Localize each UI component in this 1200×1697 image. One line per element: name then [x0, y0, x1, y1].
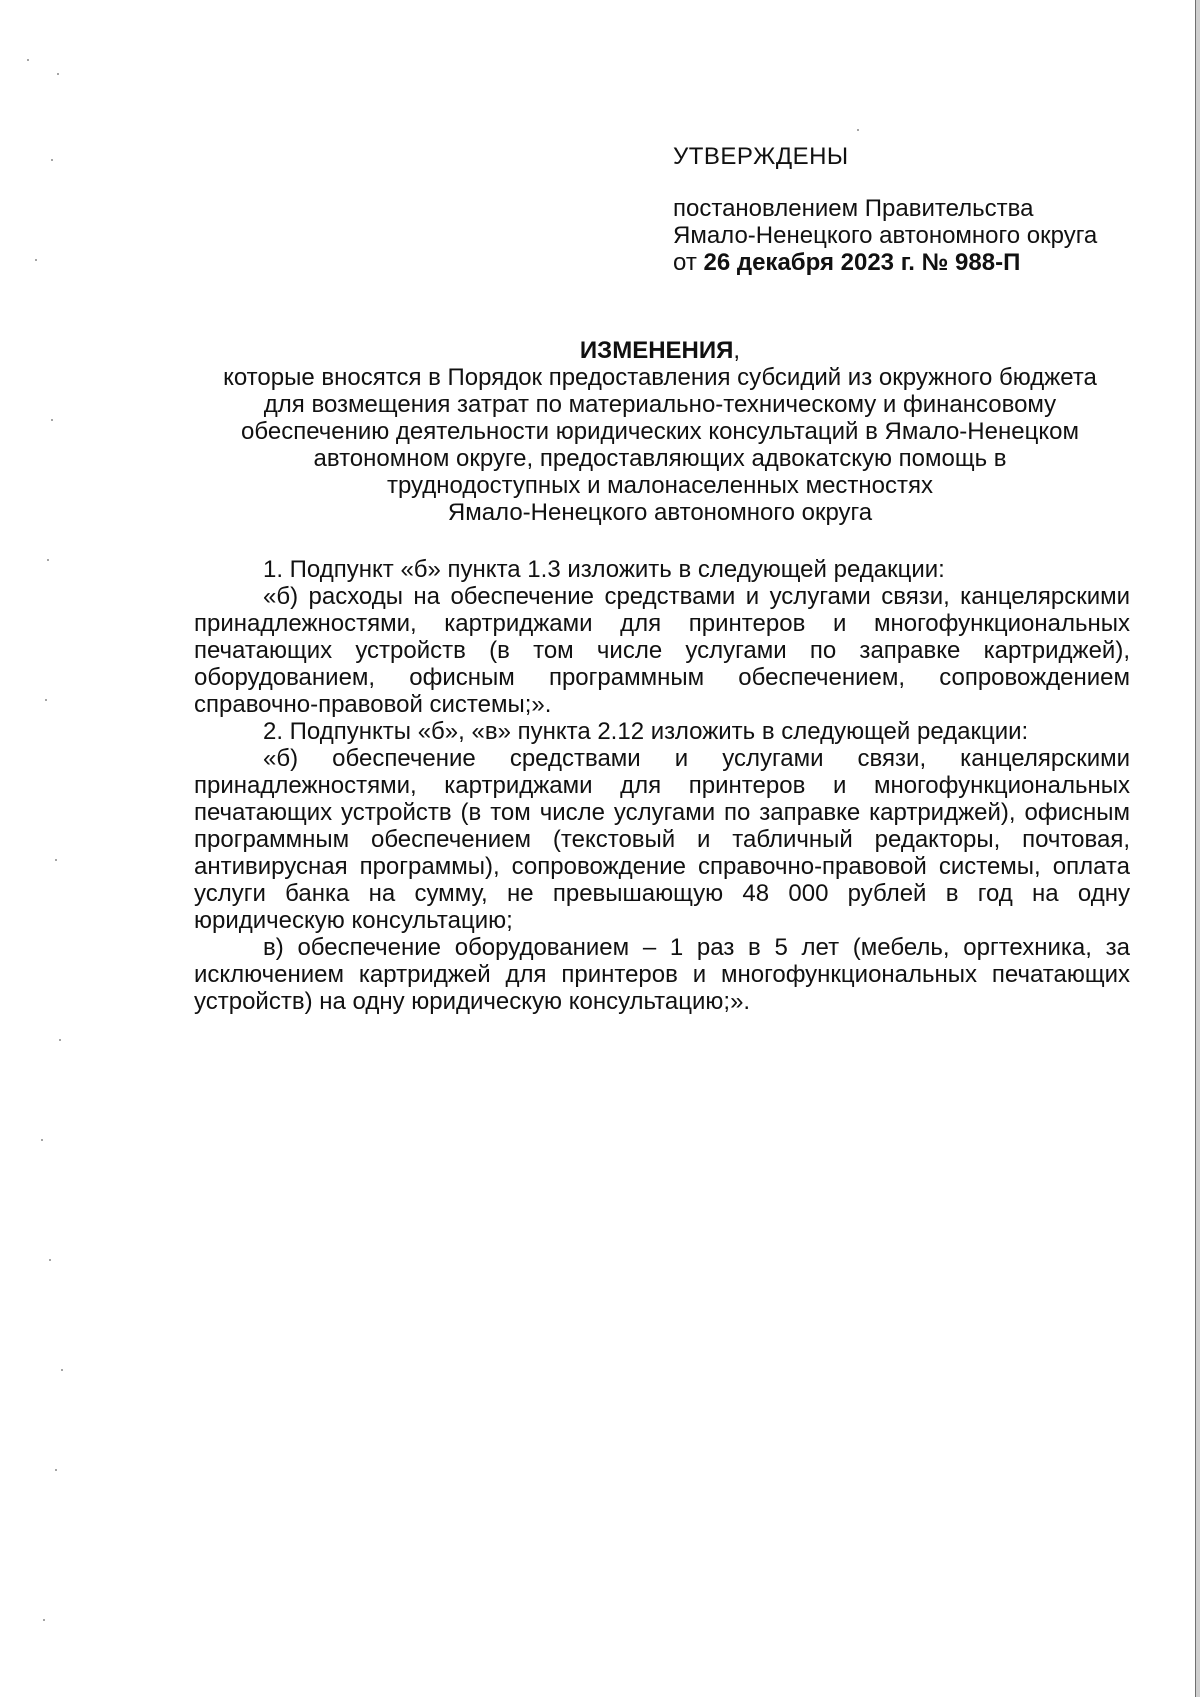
scan-speck	[41, 1139, 43, 1141]
heading-subtitle-line: Ямало-Ненецкого автономного округа	[447, 499, 873, 526]
scan-speck	[55, 1469, 57, 1471]
body-paragraph: 1. Подпункт «б» пункта 1.3 изложить в следующей редакции:	[263, 556, 945, 583]
heading-title: ИЗМЕНЕНИЯ	[579, 337, 734, 364]
body-paragraph: «б) расходы на обеспечение средствами и услугами связи, канцелярскими принадлежностями, картриджами для принтеров и многофункциональных печатающих устройств (в том числе услугами по заправке картриджей), оборудованием, офисным программным обеспечением, сопровождением справочно-правовой системы;».	[194, 583, 1130, 718]
heading-subtitle-line: автономном округе, предоставляющих адвокатскую помощь в	[313, 445, 1007, 472]
scan-speck	[57, 73, 59, 75]
scan-speck	[49, 1259, 51, 1261]
heading-subtitle-line: для возмещения затрат по материально-техническому и финансовому	[263, 391, 1057, 418]
scan-speck	[55, 859, 57, 861]
decree-line-2: Ямало-Ненецкого автономного округа	[673, 222, 1098, 249]
approved-label: УТВЕРЖДЕНЫ	[673, 143, 849, 170]
heading-subtitle-line: обеспечению деятельности юридических консультаций в Ямало-Ненецком	[241, 418, 1079, 445]
approval-block	[673, 143, 1133, 276]
decree-date-line	[673, 249, 1133, 276]
scan-edge	[1195, 0, 1200, 1697]
heading-subtitle-line: труднодоступных и малонаселенных местностях	[386, 472, 934, 499]
scan-speck	[35, 259, 37, 261]
scan-speck	[47, 559, 49, 561]
decree-date-number: 26 декабря 2023 г. № 988-П	[703, 249, 1021, 276]
scan-speck	[51, 419, 53, 421]
document-body	[194, 556, 1130, 1015]
decree-line-1: постановлением Правительства	[673, 195, 1034, 222]
scan-speck	[43, 1619, 45, 1621]
scan-speck	[59, 1039, 61, 1041]
scan-speck	[27, 59, 29, 61]
scan-speck	[857, 129, 859, 131]
heading-subtitle-line: которые вносятся в Порядок предоставления субсидий из окружного бюджета	[223, 364, 1097, 391]
heading-title-punctuation: ,	[733, 337, 741, 364]
decree-date-prefix: от	[673, 249, 697, 276]
body-paragraph: «б) обеспечение средствами и услугами связи, канцелярскими принадлежностями, картриджами для принтеров и многофункциональных печатающих устройств (в том числе услугами по заправке картриджей), офисным программным обеспечением (текстовый и табличный редакторы, почтовая, антивирусная программы), сопровождение справочно-правовой системы, оплата услуги банка на сумму, не превышающую 48 000 рублей в год на одну юридическую консультацию;	[194, 745, 1130, 934]
scan-speck	[61, 1369, 63, 1371]
body-paragraph: в) обеспечение оборудованием – 1 раз в 5 лет (мебель, оргтехника, за исключением картриджей для принтеров и многофункциональных печатающих устройств) на одну юридическую консультацию;».	[194, 934, 1130, 1015]
scan-speck	[45, 699, 47, 701]
body-paragraph: 2. Подпункты «б», «в» пункта 2.12 изложить в следующей редакции:	[263, 718, 1029, 745]
document-heading	[180, 337, 1140, 526]
heading-title-line	[180, 337, 1140, 364]
scan-speck	[51, 159, 53, 161]
